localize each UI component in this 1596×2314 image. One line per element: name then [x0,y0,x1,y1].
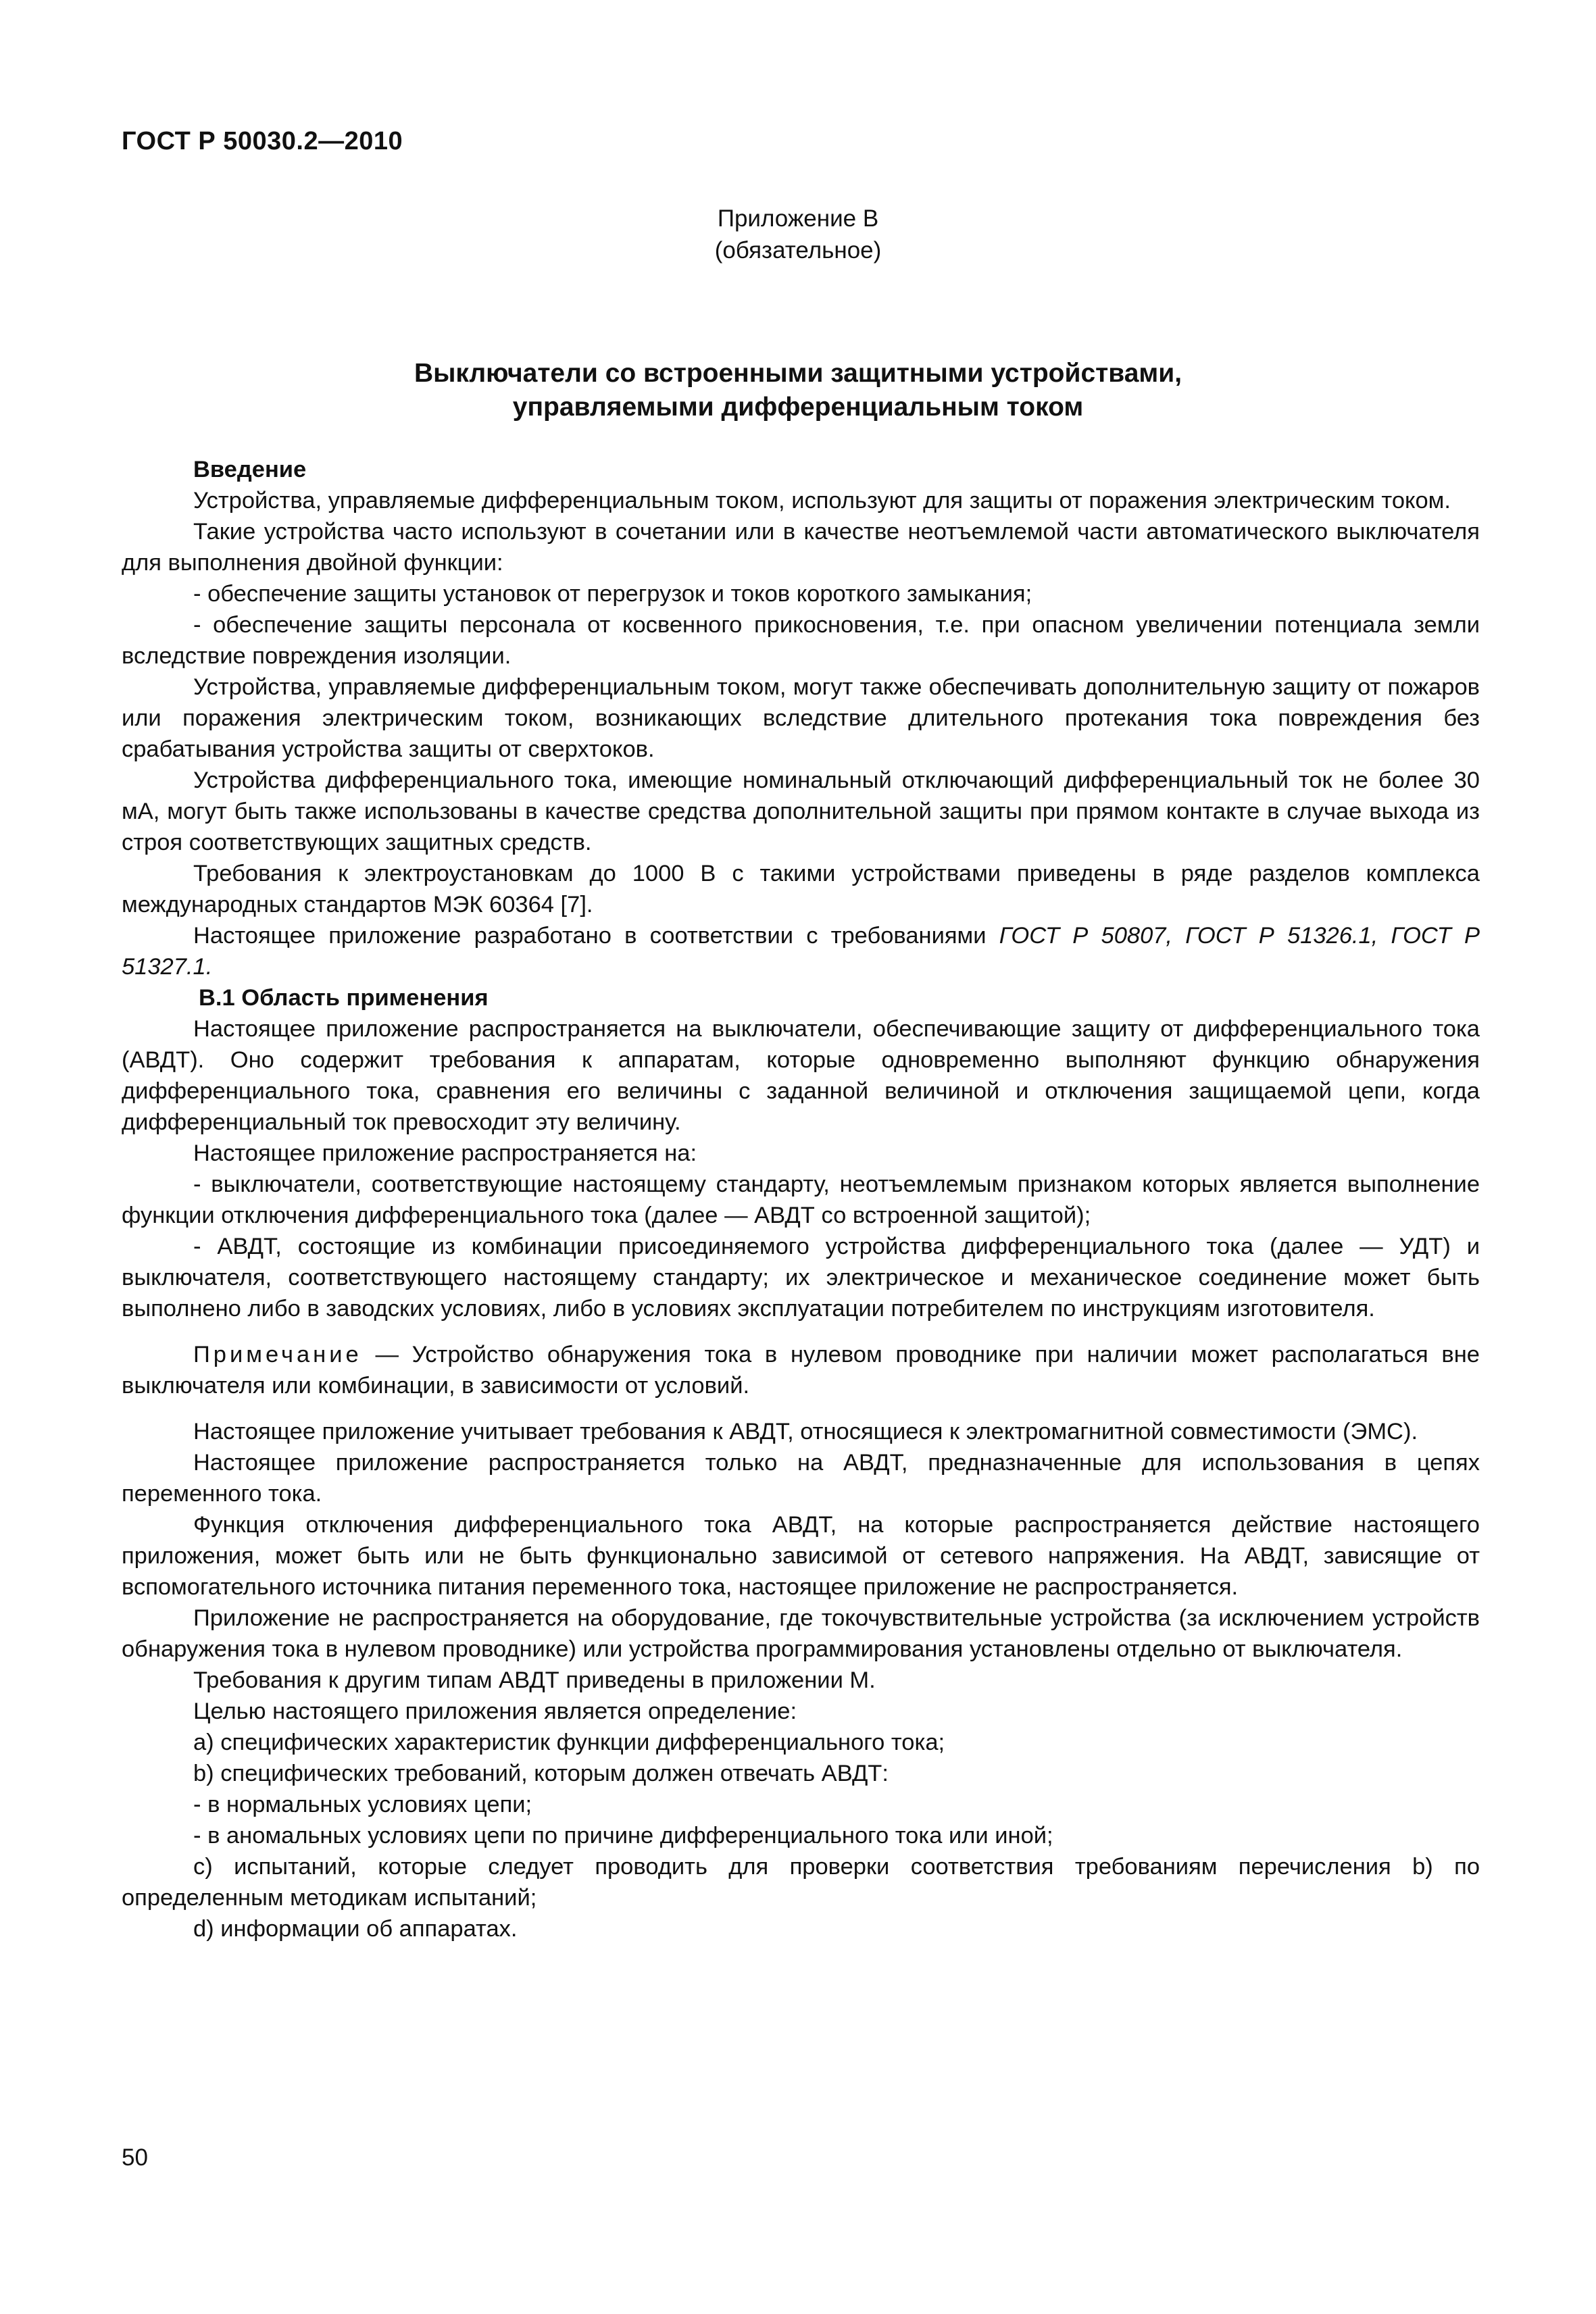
scope-paragraph: Требования к другим типам АВДТ приведены в приложении М. [193,1667,876,1693]
scope-paragraph: Настоящее приложение распространяется на выключатели, обеспечивающие защиту от дифференциального тока (АВДТ). Оно содержит требования к аппаратам, которые одновременно выполняют функцию обнаружения дифференциального тока, сравнения его величины с заданной величиной и отключения защищаемой цепи, когда дифференциальный ток превосходит эту величину. [122,1016,1480,1135]
intro-paragraph: Устройства, управляемые дифференциальным током, используют для защиты от поражения электрическим током. [193,488,1451,513]
scope-paragraph: Приложение не распространяется на оборудование, где токочувствительные устройства (за исключением устройств обнаружения тока в нулевом проводнике) или устройства программирования установлены отдельно от выключателя. [122,1605,1480,1662]
appendix-heading [0,203,1596,266]
note-paragraph [122,1339,1480,1401]
intro-heading: Введение [193,457,307,482]
title-line-2: управляемыми дифференциальным током [512,393,1084,422]
intro-paragraph: Такие устройства часто используют в сочетании или в качестве неотъемлемой части автоматического выключателя для выполнения двойной функции: [122,519,1480,576]
scope-heading: В.1 Область применения [199,985,489,1011]
intro-paragraph: Устройства, управляемые дифференциальным током, могут также обеспечивать дополнительную защиту от пожаров или поражения электрическим током, возникающих вследствие длительного протекания тока повреждения без срабатывания устройства защиты от сверхтоков. [122,674,1480,762]
scope-paragraph: Настоящее приложение распространяется только на АВДТ, предназначенные для использования в цепях переменного тока. [122,1450,1480,1507]
appendix-title [0,357,1596,424]
scope-paragraph: Целью настоящего приложения является определение: [193,1699,797,1724]
scope-paragraph: Функция отключения дифференциального тока АВДТ, на которые распространяется действие настоящего приложения, может быть или не быть функционально зависимой от сетевого напряжения. На АВДТ, зависящие от вспомогательного источника питания переменного тока, настоящее приложение не распространяется. [122,1512,1480,1600]
document-code: ГОСТ Р 50030.2—2010 [122,127,403,155]
scope-paragraph: Настоящее приложение учитывает требования к АВДТ, относящиеся к электромагнитной совместимости (ЭМС). [193,1419,1418,1444]
page-number: 50 [122,2144,148,2171]
standard-references: ГОСТ Р 50807, ГОСТ Р 51326.1, ГОСТ Р 51327.1. [122,923,1480,980]
scope-list-item: - АВДТ, состоящие из комбинации присоединяемого устройства дифференциального тока (далее — УДТ) и выключателя, соответствующего настоящему стандарту; их электрическое и механическое соединение может быть выполнено либо в заводских условиях, либо в условиях эксплуатации потребителем по инструкциям изготовителя. [122,1234,1480,1322]
appendix-status: (обязательное) [714,237,882,263]
appendix-label: Приложение В [717,205,879,232]
scope-list-item: a) специфических характеристик функции дифференциального тока; [193,1730,945,1755]
intro-list-item: - обеспечение защиты установок от перегрузок и токов короткого замыкания; [193,581,1032,607]
scope-list-item: b) специфических требований, которым должен отвечать АВДТ: [193,1761,889,1786]
intro-paragraph: Устройства дифференциального тока, имеющие номинальный отключающий дифференциальный ток не более 30 мА, могут быть также использованы в качестве средства дополнительной защиты при прямом контакте в случае выхода из строя соответствующих защитных средств. [122,768,1480,855]
intro-paragraph: Требования к электроустановкам до 1000 В с такими устройствами приведены в ряде разделов комплекса международных стандартов МЭК 60364 [7]. [122,861,1480,917]
scope-list-item: - выключатели, соответствующие настоящему стандарту, неотъемлемым признаком которых является выполнение функции отключения дифференциального тока (далее — АВДТ со встроенной защитой); [122,1172,1480,1228]
scope-paragraph: Настоящее приложение распространяется на: [193,1140,697,1166]
document-body [122,454,1480,1944]
scope-list-item: d) информации об аппаратах. [193,1916,518,1942]
note-text: — Устройство обнаружения тока в нулевом проводнике при наличии может располагаться вне выключателя или комбинации, в зависимости от условий. [122,1342,1480,1399]
note-label: Примечание [193,1342,362,1367]
intro-list-item: - обеспечение защиты персонала от косвенного прикосновения, т.е. при опасном увеличении потенциала земли вследствие повреждения изоляции. [122,612,1480,669]
scope-list-item: c) испытаний, которые следует проводить для проверки соответствия требованиям перечисления b) по определенным методикам испытаний; [122,1854,1480,1911]
title-line-1: Выключатели со встроенными защитными устройствами, [414,359,1182,388]
scope-list-item: - в нормальных условиях цепи; [193,1792,532,1817]
scope-list-item: - в аномальных условиях цепи по причине дифференциального тока или иной; [193,1823,1053,1848]
reference-lead-text: Настоящее приложение разработано в соответствии с требованиями [193,923,999,949]
intro-paragraph-references [122,920,1480,982]
